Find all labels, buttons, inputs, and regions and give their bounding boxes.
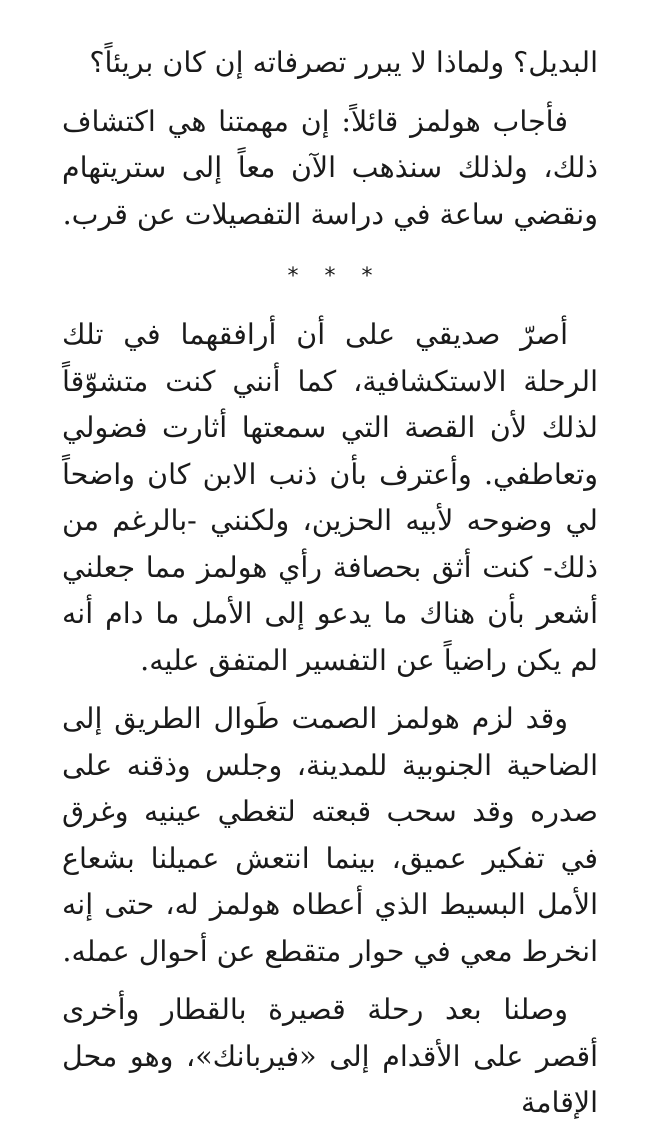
asterisk-icon: * [324,264,336,289]
paragraph-1: البديل؟ ولماذا لا يبرر تصرفاته إن كان بريئاً؟ [89,46,598,79]
asterisk-icon: * [361,264,373,289]
paragraph-5: وصلنا بعد رحلة قصيرة بالقطار وأخرى أقصر على الأقدام إلى «فيربانك»، وهو محل الإقامة [62,993,598,1119]
paragraph-2: فأجاب هولمز قائلاً: إن مهمتنا هي اكتشاف ذلك، ولذلك سنذهب الآن معاً إلى ستريتهام ونقضي ساعة في دراسة التفصيلات عن قرب. [62,104,598,231]
section-separator [62,254,598,300]
paragraph-4: وقد لزم هولمز الصمت طَوال الطريق إلى الضاحية الجنوبية للمدينة، وجلس وذقنه على صدره وقد سحب قبعته لتغطي عينيه وغرق في تفكير عميق، بينما انتعش عميلنا بشعاع الأمل البسيط الذي أعطاه هولمز له، حتى إنه انخرط معي في حوار متقطع عن أحوال عمله. [62,702,598,968]
paragraph-3: أصرّ صديقي على أن أرافقهما في تلك الرحلة الاستكشافية، كما أنني كنت متشوّقاً لذلك لأن القصة التي سمعتها أثارت فضولي وتعاطفي. وأعترف بأن ذنب الابن كان واضحاً لي وضوحه لأبيه الحزين، ولكنني -بالرغم من ذلك- كنت أثق بحصافة رأي هولمز مما جعلني أشعر بأن هناك ما يدعو إلى الأمل ما دام أنه لم يكن راضياً عن التفسير المتفق عليه. [62,318,598,677]
book-page [62,40,598,1119]
asterisk-icon: * [287,264,299,289]
